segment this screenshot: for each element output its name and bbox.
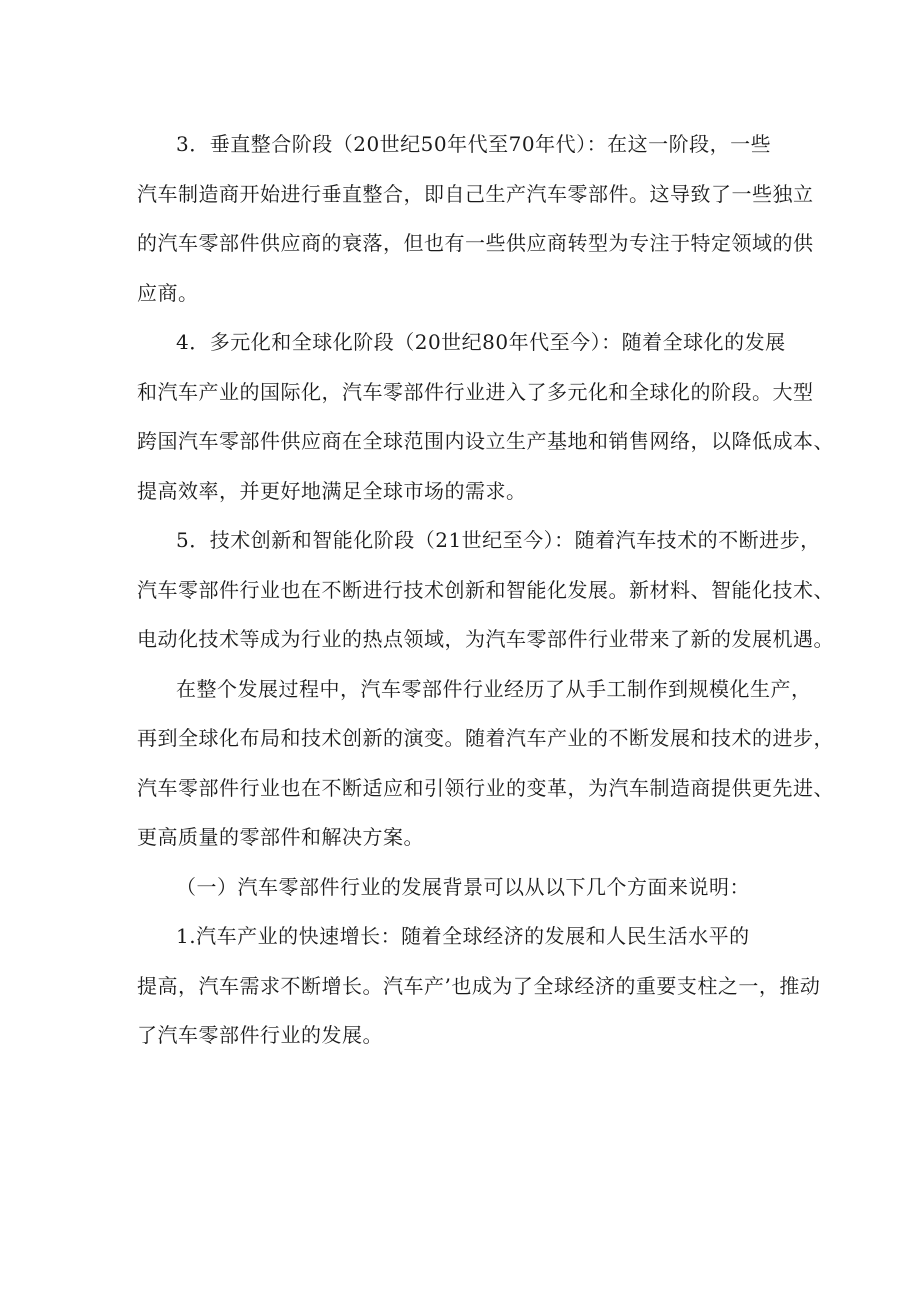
text-line: 3．垂直整合阶段（20世纪50年代至70年代）：在这一阶段，一些 [176, 132, 772, 156]
text-line: 汽车零部件行业也在不断适应和引领行业的变革，为汽车制造商提供更先进、 [137, 776, 834, 800]
text-line: 电动化技术等成为行业的热点领域，为汽车零部件行业带来了新的发展机遇。 [137, 627, 834, 651]
text-line: 应商。 [137, 281, 199, 305]
text-line: 的汽车零部件供应商的衰落，但也有一些供应商转型为专注于特定领域的供 [137, 231, 814, 255]
text-line: 提高效率，并更好地满足全球市场的需求。 [137, 479, 527, 503]
text-line: 在整个发展过程中，汽车零部件行业经历了从手工制作到规模化生产， [176, 677, 812, 701]
text-line: 了汽车零部件行业的发展。 [137, 1023, 383, 1047]
text-line: 和汽车产业的国际化，汽车零部件行业进入了多元化和全球化的阶段。大型 [137, 380, 814, 404]
text-line: 跨国汽车零部件供应商在全球范围内设立生产基地和销售网络，以降低成本、 [137, 429, 834, 453]
text-line: 5．技术创新和智能化阶段（21世纪至今）：随着汽车技术的不断进步， [176, 528, 821, 552]
text-line: 提高，汽车需求不断增长。汽车产’也成为了全球经济的重要支柱之一，推动 [137, 974, 821, 998]
text-line: 4．多元化和全球化阶段（20世纪80年代至今）：随着全球化的发展 [176, 330, 786, 354]
text-line: 汽车零部件行业也在不断进行技术创新和智能化发展。新材料、智能化技术、 [137, 578, 834, 602]
text-line: 汽车制造商开始进行垂直整合，即自己生产汽车零部件。这导致了一些独立 [137, 182, 814, 206]
text-line: 再到全球化布局和技术创新的演变。随着汽车产业的不断发展和技术的进步， [137, 726, 834, 750]
text-line: 1.汽车产业的快速增长：随着全球经济的发展和人民生活水平的 [176, 924, 750, 948]
text-line: 更高质量的零部件和解决方案。 [137, 825, 424, 849]
heading-line: （一）汽车零部件行业的发展背景可以从以下几个方面来说明： [176, 875, 750, 899]
